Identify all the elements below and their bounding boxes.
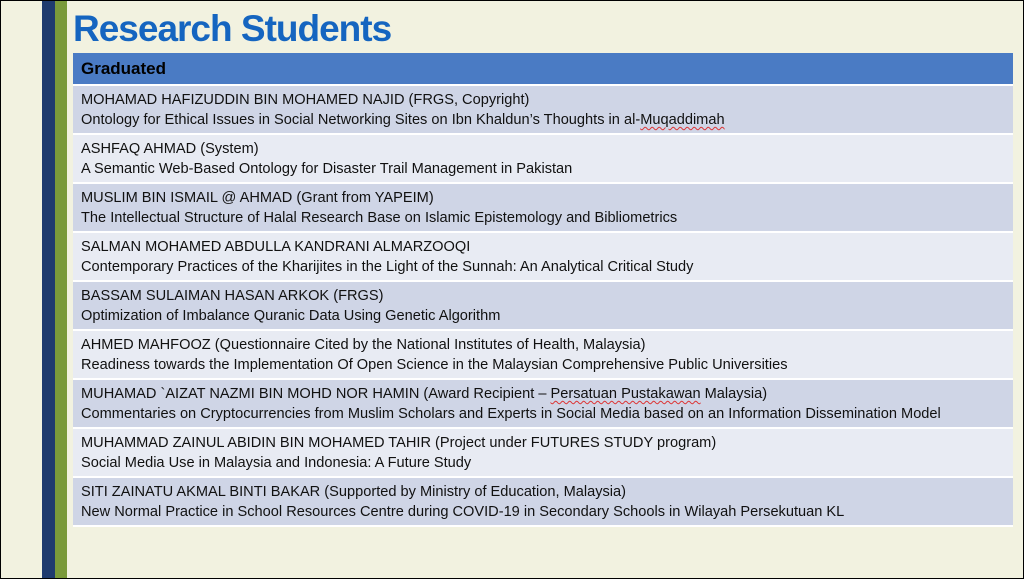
slide (1, 1, 1023, 578)
thesis-title: Optimization of Imbalance Quranic Data Using Genetic Algorithm (81, 308, 501, 324)
student-row (73, 380, 1013, 429)
thesis-title: Ontology for Ethical Issues in Social Networking Sites on Ibn Khaldun’s Thoughts in al-Muqaddimah (81, 112, 725, 128)
student-name: AHMED MAHFOOZ (Questionnaire Cited by the National Institutes of Health, Malaysia) (81, 337, 646, 353)
thesis-title: Social Media Use in Malaysia and Indonesia: A Future Study (81, 455, 472, 471)
student-row (73, 86, 1013, 135)
student-row (73, 282, 1013, 331)
thesis-title: Contemporary Practices of the Kharijites in the Light of the Sunnah: An Analytical Critical Study (81, 259, 694, 275)
student-row (73, 478, 1013, 527)
student-row (73, 331, 1013, 380)
accent-bar-blue (42, 1, 55, 578)
student-name: SITI ZAINATU AKMAL BINTI BAKAR (Supported by Ministry of Education, Malaysia) (81, 484, 627, 500)
spellcheck-flagged-word: Persatuan Pustakawan (550, 386, 701, 402)
student-name: MUHAMAD `AIZAT NAZMI BIN MOHD NOR HAMIN (Award Recipient – Persatuan Pustakawan Malaysia) (81, 386, 768, 402)
thesis-title: Commentaries on Cryptocurrencies from Muslim Scholars and Experts in Social Media based on an Information Dissemination Model (81, 406, 941, 422)
student-name: MUHAMMAD ZAINUL ABIDIN BIN MOHAMED TAHIR (Project under FUTURES STUDY program) (81, 435, 717, 451)
student-name: ASHFAQ AHMAD (System) (81, 141, 259, 157)
student-name: MOHAMAD HAFIZUDDIN BIN MOHAMED NAJID (FRGS, Copyright) (81, 92, 530, 108)
thesis-title: New Normal Practice in School Resources Centre during COVID-19 in Secondary Schools in Wilayah Persekutuan KL (81, 504, 845, 520)
slide-title: Research Students (73, 8, 392, 49)
accent-bar-green (55, 1, 67, 578)
thesis-title: A Semantic Web-Based Ontology for Disaster Trail Management in Pakistan (81, 161, 573, 177)
student-row (73, 184, 1013, 233)
student-row (73, 233, 1013, 282)
thesis-title: Readiness towards the Implementation Of Open Science in the Malaysian Comprehensive Public Universities (81, 357, 788, 373)
section-header: Graduated (73, 53, 1013, 86)
student-name: BASSAM SULAIMAN HASAN ARKOK (FRGS) (81, 288, 384, 304)
students-table (73, 53, 1013, 527)
thesis-title: The Intellectual Structure of Halal Research Base on Islamic Epistemology and Bibliometrics (81, 210, 678, 226)
student-row (73, 429, 1013, 478)
student-name: MUSLIM BIN ISMAIL @ AHMAD (Grant from YAPEIM) (81, 190, 434, 206)
spellcheck-flagged-word: Muqaddimah (640, 112, 725, 128)
student-name: SALMAN MOHAMED ABDULLA KANDRANI ALMARZOOQI (81, 239, 471, 255)
student-row (73, 135, 1013, 184)
